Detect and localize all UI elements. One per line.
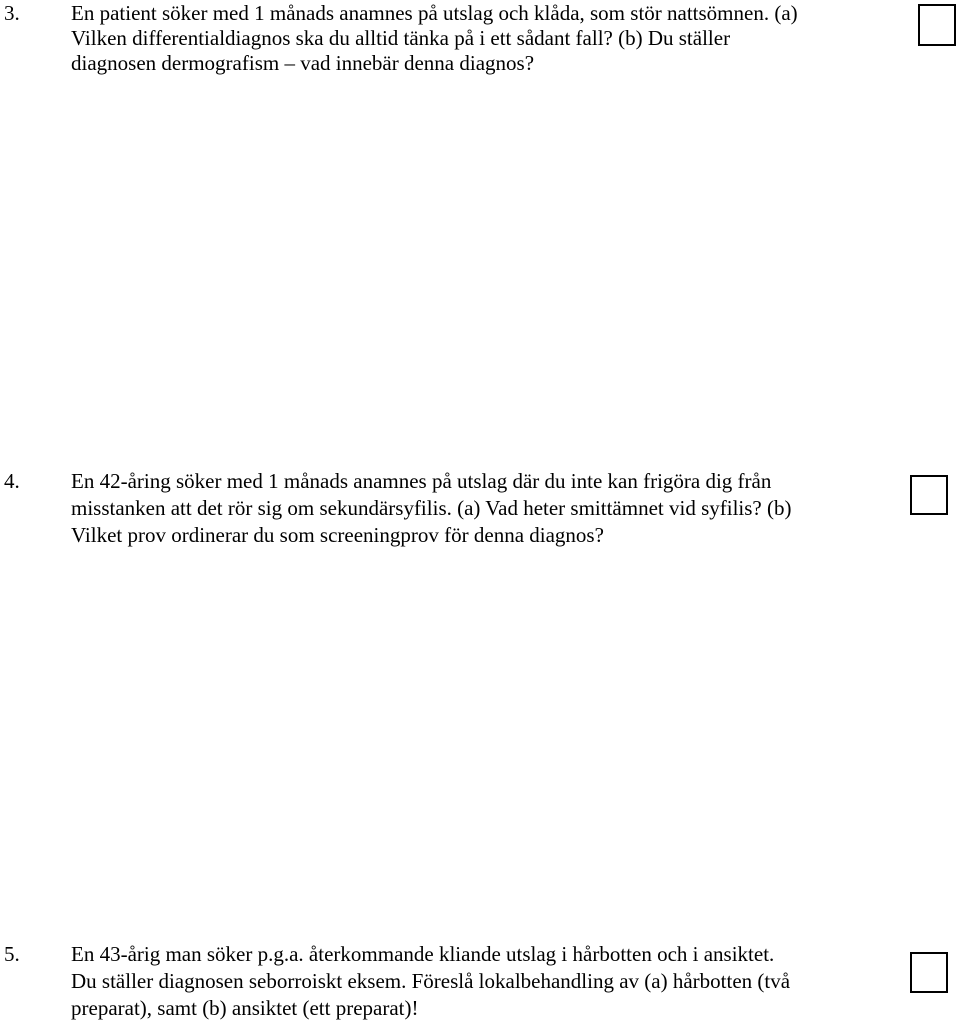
question-number: 5. [4,942,20,966]
answer-box-question-3[interactable] [918,4,956,46]
question-text-line: Du ställer diagnosen seborroiskt eksem. Föreslå lokalbehandling av (a) hårbotten (två [71,969,791,993]
question-number: 4. [4,469,20,493]
question-text-line: Vilken differentialdiagnos ska du alltid tänka på i ett sådant fall? (b) Du ställer [71,26,731,50]
question-text-line: Vilket prov ordinerar du som screeningprov för denna diagnos? [71,523,604,547]
answer-box-question-5[interactable] [910,952,948,993]
question-text-line: En 42-åring söker med 1 månads anamnes på utslag där du inte kan frigöra dig från [71,469,772,493]
question-text-line: En 43-årig man söker p.g.a. återkommande kliande utslag i hårbotten och i ansiktet. [71,942,775,966]
question-text-line: preparat), samt (b) ansiktet (ett preparat)! [71,996,419,1020]
question-text-line: diagnosen dermografism – vad innebär denna diagnos? [71,51,535,75]
question-text-line: En patient söker med 1 månads anamnes på utslag och klåda, som stör nattsömnen. (a) [71,1,798,25]
answer-box-question-4[interactable] [910,475,948,515]
question-text-line: misstanken att det rör sig om sekundärsyfilis. (a) Vad heter smittämnet vid syfilis? (b) [71,496,792,520]
question-number: 3. [4,1,20,25]
